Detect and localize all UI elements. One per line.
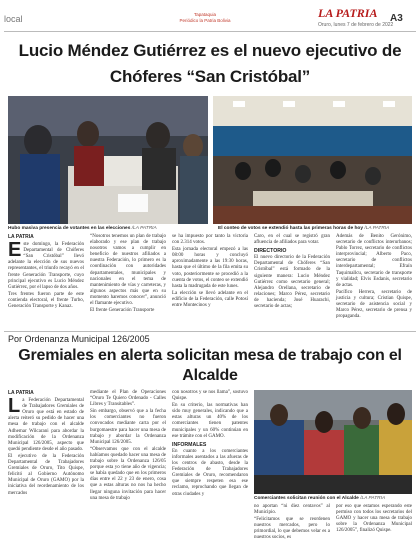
story2-column-4: no aportan “ni diez centavos” al Municipio. “Felicitamos que se reordenen nuestros mercados, pero lo primordial, lo que debemos velar es a nuestros socios, es bbox=[254, 504, 330, 541]
story2-column-3: con nosotros y se nos llama”, sostuvo Quispe. En su criterio, las normativas han sido muy generales, indicando que a estas alturas un 40% de los comerciantes tienen patentes municipales y un 60% continúan en ese trámite con el GAMO. INFORMALES En cuanto a los comerciantes informales asentados a las afueras de los centros de abasto, desde la Federación de Trabajadores Gremiales de Oruro, recomendaron que siempre respeten esa ese reclamo, reprochando que llegan de otras ciudades y bbox=[172, 390, 248, 497]
newspaper-logo: LA PATRIA bbox=[318, 6, 378, 20]
story1-headline: Lucio Méndez Gutiérrez es el nuevo ejecutivo de Chóferes “San Cristóbal” bbox=[18, 41, 402, 86]
story1-column-3: se ha impuesto por tanto la victoria con 2.314 votos. Esta jornada electoral empezó a las 08:00 horas y concluyó aproximadamente a las 19:30 horas, hasta que el último de la fila emita su voto, posteriormente se procedió a la cuenta de votos, el conteo se extendió hasta la madrugada de este lunes. La elección se llevó adelante en el edificio de la Federación, calle Potosí entre Montecinos y bbox=[172, 234, 248, 309]
merchants-photo-image bbox=[254, 390, 412, 494]
issue-date: Oruro, lunes 7 de febrero de 2022 bbox=[318, 22, 394, 28]
vote-count-caption: El conteo de votos se extendió hasta las primeras horas de hoy /LA PATRIA bbox=[218, 226, 390, 231]
directorio-subhead: DIRECTORIO bbox=[254, 248, 287, 255]
story2-drop-cap: L bbox=[8, 395, 21, 418]
header-tagline: Tapataquia Periódico la Patria Bolivia bbox=[179, 12, 231, 23]
story2-headline: Gremiales en alerta solicitan mesa de trabajo con el Alcalde bbox=[18, 347, 402, 384]
story1-column-1: LA PATRIA E ste domingo, la Federación Departamental de Chóferes “San Cristóbal” llevó adelante la elección de sus nuevos representantes, el triunfo recayó en el frente Generación Transporte, cuyo principal ejecutivo es Lucio Méndez Gutiérrez, por el lapso de dos años. Tres frentes fueron parte de este contienda electoral, el frente Turbo, Generación Transporte y Kanaz. bbox=[8, 234, 84, 310]
story2-column-2: mediante el Plan de Operaciones “Oruro Te Quiero Ordenado - Calles Libres y Transitables”. Sin embargo, observó que a la fecha los comerciantes no fueron convocados mediante carta por el burgomaestre para hacer una mesa de trabajo y abordar la Ordenanza Municipal 126/2005. “Observamos que con el alcalde habíamos quedado hacer una mesa de trabajo sobre la Ordenanza 126/05 porque esta yo tiene año de vigencia; se había quedado que en los primeros días entre el 22 y 23 de enero, cosa que a estas alturas no nos ha hecho llegar ninguna invitación para hacer una mesa de trabajo bbox=[90, 390, 166, 501]
vote-count-photo bbox=[213, 96, 412, 224]
header-divider bbox=[4, 31, 416, 32]
page-number: A3 bbox=[390, 13, 403, 24]
story1-drop-cap: E bbox=[8, 239, 22, 262]
voters-photo bbox=[8, 96, 208, 224]
story2-column-1: LA PATRIA L a Federación Departamental de Trabajadores Gremiales de Oruro que está en estado de alerta reiteró su pedido de hacer una mesa de trabajo con el alcalde Adhemar Wilcarani para abordar la modificación de la Ordenanza Municipal 126/2005, aspecto que quedó pendiente desde el año pasado. El ejecutivo de la Federación Departamental de Trabajadores Gremiales de Oruro, Tito Quispe, felicitó al Gobierno Autónomo Municipal de Oruro (GAMO) por la iniciativa del reordenamiento de los mercados bbox=[8, 390, 84, 496]
merchants-caption: Comerciantes solicitan reunión con el Alcalde /LA PATRIA bbox=[254, 496, 386, 501]
story1-column-2: “Nosotros tenemos un plan de trabajo elaborado y ese plan de trabajo nosotros vamos a cumplir en beneficio de nuestros afiliados a nuestra Federación, lo primero es la coordinación con autoridades departamentales, municipales y nacionales en el tema de mantenimiento de vías y carreteras, y algunos aspectos más que en su momento haremos conocer”, anunció el flamante ejecutivo. El frente Generación Transporte bbox=[90, 234, 166, 314]
merchants-photo bbox=[254, 390, 412, 494]
voters-photo-image bbox=[8, 96, 208, 224]
story1-column-4: Caro, en el cual se registró gran afluencia de afiliados para votar. DIRECTORIO El nuevo directorio de la Federación Departamental de Chóferes “San Cristóbal” está formado de la siguiente manera: Lucio Méndez Gutiérrez como secretario general; Alejandro Orellana, secretario de relaciones; Marco Pérez, secretario de hacienda; José Huarachi, secretario de actas; bbox=[254, 234, 330, 310]
story2-kicker: Por Ordenanza Municipal 126/2005 bbox=[8, 334, 150, 344]
voters-caption: Hubo masiva presencia de votantes en las elecciones /LA PATRIA bbox=[8, 226, 157, 231]
vote-count-photo-image bbox=[213, 96, 412, 224]
story1-column-5: Además de Benito Gerónimo, secretario de conflictos interurbanos; Pablo Torrez, secretario de conflictos interprovincial; Alberto Paco, secretario de conflictos interdepartamental; Efraín Taquimallcu, secretario de transporte y vialidad; Elvis Esdanis, secretario de actas. Pacífico Herrera, secretario de justicia y cultura; Cristian Quispe, secretario de asistencia social y Marco Pérez, secretario de prensa y propaganda. bbox=[336, 234, 412, 320]
informales-subhead: INFORMALES bbox=[172, 441, 207, 448]
story2-column-5: por eso que estamos esperando este permiso con todos los secretarios del GAMO y hacer una mesa de trabajo sobre la Ordenanza Municipal 126/2005”, finalizó Quispe. bbox=[336, 504, 412, 534]
section-label: local bbox=[4, 14, 23, 24]
story-divider bbox=[4, 331, 416, 332]
